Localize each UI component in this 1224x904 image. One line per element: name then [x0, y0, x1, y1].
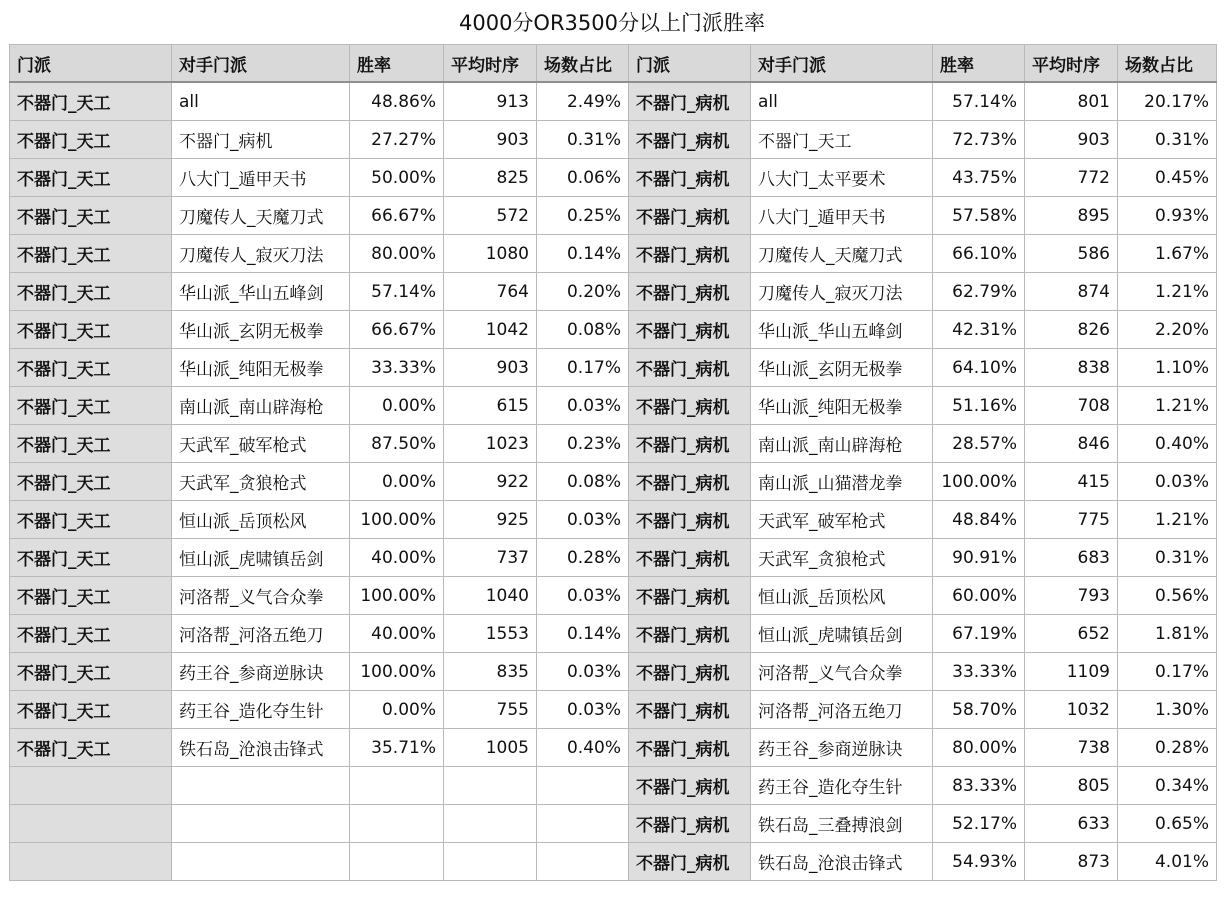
winrate-cell[interactable]: 80.00%: [933, 729, 1025, 767]
sect-cell[interactable]: 不器门_天工: [10, 387, 172, 425]
opponent-cell[interactable]: 八大门_太平要术: [751, 159, 933, 197]
sect-cell[interactable]: 不器门_天工: [10, 349, 172, 387]
opponent-cell[interactable]: all: [751, 82, 933, 121]
winrate-cell[interactable]: 80.00%: [350, 235, 444, 273]
avg-time-cell[interactable]: 838: [1025, 349, 1118, 387]
avg-time-cell[interactable]: 1553: [444, 615, 537, 653]
match-share-cell[interactable]: 0.40%: [1118, 425, 1217, 463]
avg-time-cell[interactable]: 683: [1025, 539, 1118, 577]
match-share-cell[interactable]: 0.28%: [1118, 729, 1217, 767]
table-row: [10, 82, 1217, 121]
avg-time-cell[interactable]: 825: [444, 159, 537, 197]
sect-cell[interactable]: 不器门_天工: [10, 425, 172, 463]
match-share-cell[interactable]: 0.08%: [537, 311, 629, 349]
sect-cell[interactable]: 不器门_天工: [10, 82, 172, 121]
match-share-cell[interactable]: 0.08%: [537, 463, 629, 501]
avg-time-cell[interactable]: 903: [444, 121, 537, 159]
avg-time-cell[interactable]: 1023: [444, 425, 537, 463]
header-avg-time-2[interactable]: 平均时序: [1025, 45, 1118, 83]
match-share-cell[interactable]: 0.28%: [537, 539, 629, 577]
winrate-cell[interactable]: [350, 767, 444, 805]
winrate-cell[interactable]: 0.00%: [350, 691, 444, 729]
winrate-cell[interactable]: 51.16%: [933, 387, 1025, 425]
opponent-cell[interactable]: 华山派_纯阳无极拳: [751, 387, 933, 425]
avg-time-cell[interactable]: 755: [444, 691, 537, 729]
sect-cell[interactable]: 不器门_病机: [629, 121, 751, 159]
winrate-cell[interactable]: 33.33%: [933, 653, 1025, 691]
match-share-cell[interactable]: 0.17%: [1118, 653, 1217, 691]
sect-cell[interactable]: [10, 843, 172, 881]
avg-time-cell[interactable]: [444, 805, 537, 843]
match-share-cell[interactable]: 1.67%: [1118, 235, 1217, 273]
sect-cell[interactable]: [10, 805, 172, 843]
table-row: [10, 539, 1217, 577]
sect-cell[interactable]: 不器门_天工: [10, 235, 172, 273]
avg-time-cell[interactable]: 1032: [1025, 691, 1118, 729]
table-row: [10, 387, 1217, 425]
table-row: [10, 691, 1217, 729]
sect-cell[interactable]: 不器门_天工: [10, 197, 172, 235]
sect-cell[interactable]: 不器门_天工: [10, 463, 172, 501]
winrate-cell[interactable]: 100.00%: [350, 577, 444, 615]
match-share-cell[interactable]: 0.03%: [537, 387, 629, 425]
header-opponent[interactable]: 对手门派: [172, 45, 350, 83]
opponent-cell[interactable]: 不器门_病机: [172, 121, 350, 159]
sect-cell[interactable]: 不器门_病机: [629, 235, 751, 273]
opponent-cell[interactable]: 天武军_贪狼枪式: [172, 463, 350, 501]
winrate-cell[interactable]: 87.50%: [350, 425, 444, 463]
avg-time-cell[interactable]: 737: [444, 539, 537, 577]
match-share-cell[interactable]: 0.25%: [537, 197, 629, 235]
avg-time-cell[interactable]: 1109: [1025, 653, 1118, 691]
avg-time-cell[interactable]: 903: [444, 349, 537, 387]
header-match-share-2[interactable]: 场数占比: [1118, 45, 1217, 83]
opponent-cell[interactable]: 华山派_玄阴无极拳: [172, 311, 350, 349]
match-share-cell[interactable]: 0.31%: [1118, 539, 1217, 577]
opponent-cell[interactable]: 南山派_南山辟海枪: [751, 425, 933, 463]
sect-cell[interactable]: 不器门_病机: [629, 311, 751, 349]
opponent-cell[interactable]: 南山派_山猫潜龙拳: [751, 463, 933, 501]
opponent-cell[interactable]: 恒山派_虎啸镇岳剑: [172, 539, 350, 577]
sect-cell[interactable]: 不器门_病机: [629, 653, 751, 691]
winrate-cell[interactable]: 27.27%: [350, 121, 444, 159]
sheet-title: 4000分OR3500分以上门派胜率: [458, 11, 765, 35]
avg-time-cell[interactable]: 801: [1025, 82, 1118, 121]
match-share-cell[interactable]: 0.65%: [1118, 805, 1217, 843]
table-row: [10, 501, 1217, 539]
match-share-cell[interactable]: 0.14%: [537, 615, 629, 653]
header-match-share[interactable]: 场数占比: [537, 45, 629, 83]
match-share-cell[interactable]: 1.10%: [1118, 349, 1217, 387]
match-share-cell[interactable]: 0.06%: [537, 159, 629, 197]
match-share-cell[interactable]: 1.30%: [1118, 691, 1217, 729]
opponent-cell[interactable]: 恒山派_虎啸镇岳剑: [751, 615, 933, 653]
winrate-cell[interactable]: 90.91%: [933, 539, 1025, 577]
avg-time-cell[interactable]: 652: [1025, 615, 1118, 653]
winrate-cell[interactable]: 33.33%: [350, 349, 444, 387]
winrate-cell[interactable]: 28.57%: [933, 425, 1025, 463]
opponent-cell[interactable]: 刀魔传人_寂灭刀法: [751, 273, 933, 311]
opponent-cell[interactable]: [172, 767, 350, 805]
match-share-cell[interactable]: 0.17%: [537, 349, 629, 387]
match-share-cell[interactable]: 0.03%: [1118, 463, 1217, 501]
winrate-cell[interactable]: 40.00%: [350, 615, 444, 653]
opponent-cell[interactable]: 药王谷_参商逆脉诀: [172, 653, 350, 691]
opponent-cell[interactable]: 华山派_华山五峰剑: [751, 311, 933, 349]
avg-time-cell[interactable]: 772: [1025, 159, 1118, 197]
winrate-cell[interactable]: 52.17%: [933, 805, 1025, 843]
sect-cell[interactable]: 不器门_病机: [629, 159, 751, 197]
sect-cell[interactable]: 不器门_病机: [629, 767, 751, 805]
avg-time-cell[interactable]: 775: [1025, 501, 1118, 539]
opponent-cell[interactable]: 药王谷_造化夺生针: [751, 767, 933, 805]
sect-cell[interactable]: 不器门_病机: [629, 387, 751, 425]
sect-cell[interactable]: 不器门_病机: [629, 425, 751, 463]
opponent-cell[interactable]: 恒山派_岳顶松风: [172, 501, 350, 539]
opponent-cell[interactable]: 刀魔传人_天魔刀式: [172, 197, 350, 235]
opponent-cell[interactable]: 河洛帮_义气合众拳: [172, 577, 350, 615]
avg-time-cell[interactable]: [444, 843, 537, 881]
sect-cell[interactable]: [10, 767, 172, 805]
opponent-cell[interactable]: 八大门_遁甲天书: [172, 159, 350, 197]
opponent-cell[interactable]: [172, 805, 350, 843]
winrate-cell[interactable]: 54.93%: [933, 843, 1025, 881]
winrate-cell[interactable]: 100.00%: [350, 653, 444, 691]
sect-cell[interactable]: 不器门_天工: [10, 311, 172, 349]
sect-cell[interactable]: 不器门_病机: [629, 463, 751, 501]
match-share-cell[interactable]: [537, 767, 629, 805]
winrate-cell[interactable]: 57.14%: [350, 273, 444, 311]
avg-time-cell[interactable]: 903: [1025, 121, 1118, 159]
winrate-cell[interactable]: 0.00%: [350, 463, 444, 501]
avg-time-cell[interactable]: 873: [1025, 843, 1118, 881]
match-share-cell[interactable]: 1.81%: [1118, 615, 1217, 653]
avg-time-cell[interactable]: 633: [1025, 805, 1118, 843]
match-share-cell[interactable]: 1.21%: [1118, 501, 1217, 539]
match-share-cell[interactable]: 4.01%: [1118, 843, 1217, 881]
header-winrate-2[interactable]: 胜率: [933, 45, 1025, 83]
avg-time-cell[interactable]: 415: [1025, 463, 1118, 501]
table-row: [10, 805, 1217, 843]
table-row: [10, 729, 1217, 767]
winrate-cell[interactable]: 58.70%: [933, 691, 1025, 729]
winrate-cell[interactable]: [350, 843, 444, 881]
match-share-cell[interactable]: 0.31%: [1118, 121, 1217, 159]
avg-time-cell[interactable]: 913: [444, 82, 537, 121]
winrate-cell[interactable]: 72.73%: [933, 121, 1025, 159]
match-share-cell[interactable]: 0.31%: [537, 121, 629, 159]
match-share-cell[interactable]: 1.21%: [1118, 387, 1217, 425]
opponent-cell[interactable]: 药王谷_造化夺生针: [172, 691, 350, 729]
avg-time-cell[interactable]: 826: [1025, 311, 1118, 349]
header-winrate[interactable]: 胜率: [350, 45, 444, 83]
avg-time-cell[interactable]: 764: [444, 273, 537, 311]
avg-time-cell[interactable]: 846: [1025, 425, 1118, 463]
table-row: [10, 273, 1217, 311]
opponent-cell[interactable]: 南山派_南山辟海枪: [172, 387, 350, 425]
winrate-cell[interactable]: 43.75%: [933, 159, 1025, 197]
table-row: [10, 349, 1217, 387]
table-row: [10, 463, 1217, 501]
winrate-cell[interactable]: 35.71%: [350, 729, 444, 767]
opponent-cell[interactable]: 铁石岛_沧浪击锋式: [172, 729, 350, 767]
avg-time-cell[interactable]: 835: [444, 653, 537, 691]
sect-cell[interactable]: 不器门_病机: [629, 539, 751, 577]
sect-cell[interactable]: 不器门_病机: [629, 691, 751, 729]
winrate-cell[interactable]: 66.67%: [350, 197, 444, 235]
opponent-cell[interactable]: 华山派_纯阳无极拳: [172, 349, 350, 387]
winrate-cell[interactable]: 67.19%: [933, 615, 1025, 653]
winrate-cell[interactable]: 42.31%: [933, 311, 1025, 349]
opponent-cell[interactable]: 刀魔传人_天魔刀式: [751, 235, 933, 273]
sect-cell[interactable]: 不器门_天工: [10, 121, 172, 159]
avg-time-cell[interactable]: 1040: [444, 577, 537, 615]
match-share-cell[interactable]: 0.23%: [537, 425, 629, 463]
sect-cell[interactable]: 不器门_病机: [629, 615, 751, 653]
opponent-cell[interactable]: 刀魔传人_寂灭刀法: [172, 235, 350, 273]
sect-cell[interactable]: 不器门_天工: [10, 615, 172, 653]
opponent-cell[interactable]: 铁石岛_三叠搏浪剑: [751, 805, 933, 843]
avg-time-cell[interactable]: 615: [444, 387, 537, 425]
sect-cell[interactable]: 不器门_病机: [629, 577, 751, 615]
opponent-cell[interactable]: 恒山派_岳顶松风: [751, 577, 933, 615]
avg-time-cell[interactable]: 572: [444, 197, 537, 235]
sect-cell[interactable]: 不器门_病机: [629, 729, 751, 767]
sect-cell[interactable]: 不器门_天工: [10, 539, 172, 577]
opponent-cell[interactable]: [172, 843, 350, 881]
winrate-cell[interactable]: 66.10%: [933, 235, 1025, 273]
sect-cell[interactable]: 不器门_天工: [10, 577, 172, 615]
sect-cell[interactable]: 不器门_天工: [10, 273, 172, 311]
header-avg-time[interactable]: 平均时序: [444, 45, 537, 83]
match-share-cell[interactable]: 1.21%: [1118, 273, 1217, 311]
sect-cell[interactable]: 不器门_病机: [629, 843, 751, 881]
match-share-cell[interactable]: 0.34%: [1118, 767, 1217, 805]
winrate-cell[interactable]: 57.58%: [933, 197, 1025, 235]
opponent-cell[interactable]: 药王谷_参商逆脉诀: [751, 729, 933, 767]
sect-cell[interactable]: 不器门_病机: [629, 273, 751, 311]
opponent-cell[interactable]: 华山派_玄阴无极拳: [751, 349, 933, 387]
winrate-cell[interactable]: 40.00%: [350, 539, 444, 577]
sect-cell[interactable]: 不器门_天工: [10, 653, 172, 691]
winrate-cell[interactable]: 57.14%: [933, 82, 1025, 121]
sect-cell[interactable]: 不器门_天工: [10, 159, 172, 197]
winrate-cell[interactable]: 100.00%: [933, 463, 1025, 501]
avg-time-cell[interactable]: 586: [1025, 235, 1118, 273]
sect-cell[interactable]: 不器门_病机: [629, 82, 751, 121]
avg-time-cell[interactable]: 708: [1025, 387, 1118, 425]
header-sect[interactable]: 门派: [10, 45, 172, 83]
winrate-cell[interactable]: 60.00%: [933, 577, 1025, 615]
match-share-cell[interactable]: 0.93%: [1118, 197, 1217, 235]
table-row: [10, 425, 1217, 463]
avg-time-cell[interactable]: 805: [1025, 767, 1118, 805]
match-share-cell[interactable]: 2.20%: [1118, 311, 1217, 349]
winrate-cell[interactable]: 48.84%: [933, 501, 1025, 539]
table-row: [10, 235, 1217, 273]
table-row: [10, 311, 1217, 349]
winrate-cell[interactable]: 48.86%: [350, 82, 444, 121]
table-row: [10, 767, 1217, 805]
match-share-cell[interactable]: 20.17%: [1118, 82, 1217, 121]
match-share-cell[interactable]: 0.56%: [1118, 577, 1217, 615]
avg-time-cell[interactable]: 1080: [444, 235, 537, 273]
avg-time-cell[interactable]: 874: [1025, 273, 1118, 311]
match-share-cell[interactable]: 0.03%: [537, 501, 629, 539]
match-share-cell[interactable]: 2.49%: [537, 82, 629, 121]
winrate-cell[interactable]: 0.00%: [350, 387, 444, 425]
winrate-cell[interactable]: 100.00%: [350, 501, 444, 539]
winrate-cell[interactable]: 62.79%: [933, 273, 1025, 311]
sect-cell[interactable]: 不器门_病机: [629, 197, 751, 235]
table-row: [10, 843, 1217, 881]
opponent-cell[interactable]: 河洛帮_义气合众拳: [751, 653, 933, 691]
avg-time-cell[interactable]: 1005: [444, 729, 537, 767]
match-share-cell[interactable]: 0.14%: [537, 235, 629, 273]
opponent-cell[interactable]: 天武军_贪狼枪式: [751, 539, 933, 577]
winrate-cell[interactable]: [350, 805, 444, 843]
avg-time-cell[interactable]: 895: [1025, 197, 1118, 235]
avg-time-cell[interactable]: 793: [1025, 577, 1118, 615]
opponent-cell[interactable]: 华山派_华山五峰剑: [172, 273, 350, 311]
winrate-cell[interactable]: 50.00%: [350, 159, 444, 197]
opponent-cell[interactable]: 天武军_破军枪式: [751, 501, 933, 539]
sect-cell[interactable]: 不器门_病机: [629, 349, 751, 387]
opponent-cell[interactable]: 河洛帮_河洛五绝刀: [172, 615, 350, 653]
sect-cell[interactable]: 不器门_天工: [10, 729, 172, 767]
opponent-cell[interactable]: 铁石岛_沧浪击锋式: [751, 843, 933, 881]
opponent-cell[interactable]: 八大门_遁甲天书: [751, 197, 933, 235]
table-row: [10, 615, 1217, 653]
match-share-cell[interactable]: 0.03%: [537, 691, 629, 729]
opponent-cell[interactable]: all: [172, 82, 350, 121]
sect-cell[interactable]: 不器门_天工: [10, 501, 172, 539]
match-share-cell[interactable]: 0.03%: [537, 653, 629, 691]
table-row: [10, 577, 1217, 615]
opponent-cell[interactable]: 不器门_天工: [751, 121, 933, 159]
match-share-cell[interactable]: 0.20%: [537, 273, 629, 311]
winrate-cell[interactable]: 83.33%: [933, 767, 1025, 805]
winrate-table: [9, 44, 1217, 881]
opponent-cell[interactable]: 河洛帮_河洛五绝刀: [751, 691, 933, 729]
sect-cell[interactable]: 不器门_天工: [10, 691, 172, 729]
match-share-cell[interactable]: 0.03%: [537, 577, 629, 615]
table-row: [10, 197, 1217, 235]
avg-time-cell[interactable]: [444, 767, 537, 805]
avg-time-cell[interactable]: 925: [444, 501, 537, 539]
sect-cell[interactable]: 不器门_病机: [629, 501, 751, 539]
header-sect-2[interactable]: 门派: [629, 45, 751, 83]
sect-cell[interactable]: 不器门_病机: [629, 805, 751, 843]
match-share-cell[interactable]: 0.40%: [537, 729, 629, 767]
table-row: [10, 159, 1217, 197]
winrate-cell[interactable]: 66.67%: [350, 311, 444, 349]
table-row: [10, 653, 1217, 691]
match-share-cell[interactable]: 0.45%: [1118, 159, 1217, 197]
match-share-cell[interactable]: [537, 843, 629, 881]
avg-time-cell[interactable]: 922: [444, 463, 537, 501]
header-row: [10, 45, 1217, 83]
winrate-cell[interactable]: 64.10%: [933, 349, 1025, 387]
match-share-cell[interactable]: [537, 805, 629, 843]
table-row: [10, 121, 1217, 159]
avg-time-cell[interactable]: 738: [1025, 729, 1118, 767]
header-opponent-2[interactable]: 对手门派: [751, 45, 933, 83]
avg-time-cell[interactable]: 1042: [444, 311, 537, 349]
opponent-cell[interactable]: 天武军_破军枪式: [172, 425, 350, 463]
